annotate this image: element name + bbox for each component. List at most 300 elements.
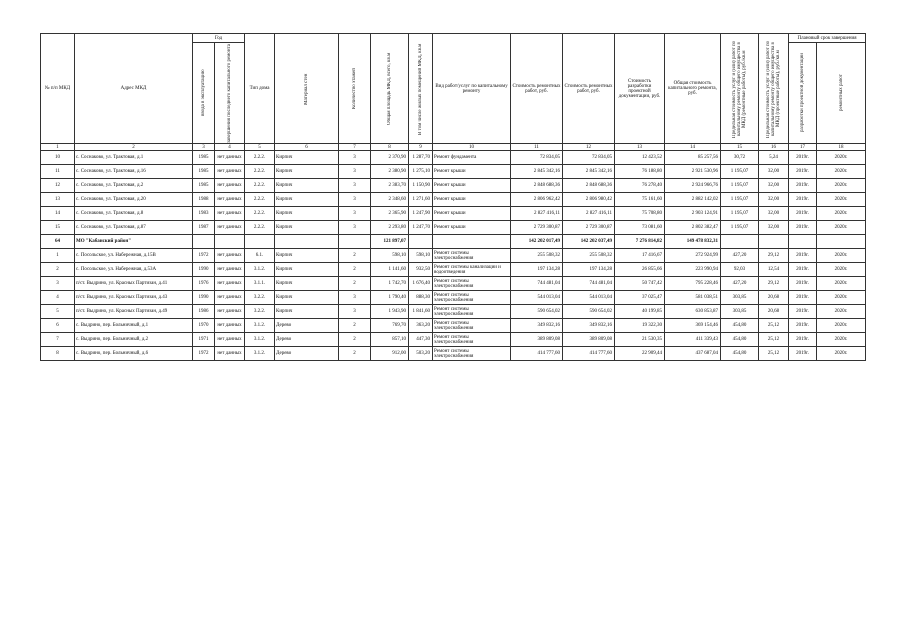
table-cell: 2 845 342,16 [511,165,563,179]
table-cell: 149 478 832,31 [665,235,721,249]
table-cell: 590 654,02 [563,305,615,319]
table-cell: 13 [41,193,75,207]
header-plan-design: разработки проектной документации [789,43,817,144]
table-cell: 912,00 [371,347,409,361]
table-cell: Дерево [275,347,339,361]
table-cell: 3 [339,221,371,235]
table-cell: Кирпич [275,165,339,179]
table-cell: 11 [41,165,75,179]
table-cell: 3 [41,277,75,291]
table-row [41,291,866,305]
table-cell: 2020г. [817,319,866,333]
table-cell: 590 654,02 [511,305,563,319]
table-cell: 2019г. [789,291,817,305]
document-table-area [40,33,866,361]
table-cell: 1987 [193,221,215,235]
header-plan-repair: ремонтных работ [817,43,866,144]
table-cell: 2019г. [789,193,817,207]
table-cell: 6 [41,319,75,333]
table-cell: 2.2.2. [245,165,275,179]
table-cell: Кирпич [275,291,339,305]
table-cell: 1983 [193,207,215,221]
table-cell: 2019г. [789,151,817,165]
column-number: 14 [665,144,721,151]
table-cell: 1 [41,249,75,263]
table-cell: 2 383,70 [371,179,409,193]
table-cell [817,235,866,249]
table-cell: 437 687,04 [665,347,721,361]
table-cell: 2020г. [817,193,866,207]
table-cell: 2020г. [817,305,866,319]
table-cell: 29,12 [759,249,789,263]
table-cell: 2020г. [817,277,866,291]
table-cell: 142 202 017,49 [511,235,563,249]
table-cell: 2 380,90 [371,165,409,179]
table-cell: 50 747,42 [615,277,665,291]
table-cell: 3 [339,179,371,193]
table-cell: 1 195,07 [721,207,759,221]
table-cell: 2 806 962,42 [511,193,563,207]
table-cell: нет данных [215,263,245,277]
table-cell [339,235,371,249]
table-cell: 2 827 416,11 [511,207,563,221]
table-cell: 503,20 [409,347,433,361]
column-number: 12 [563,144,615,151]
table-cell: 1988 [193,193,215,207]
table-cell: 7 [41,333,75,347]
table-cell [275,235,339,249]
table-cell: 2020г. [817,221,866,235]
table-cell: 427,20 [721,277,759,291]
table-cell: 454,80 [721,333,759,347]
table-cell: нет данных [215,347,245,361]
table-cell: 2 729 300,87 [511,221,563,235]
table-cell: 1 195,07 [721,221,759,235]
table-cell: нет данных [215,291,245,305]
table-cell: 932,50 [409,263,433,277]
table-cell: нет данных [215,165,245,179]
table-cell: Кирпич [275,305,339,319]
table-row [41,347,866,361]
table-cell: Ремонт системы электроснабжения [433,291,511,305]
table-cell: 40 199,85 [615,305,665,319]
table-cell: 2 348,60 [371,193,409,207]
table-cell: 12 423,52 [615,151,665,165]
table-cell: 303,85 [721,291,759,305]
table-cell [409,235,433,249]
table-cell: 2020г. [817,291,866,305]
table-cell: 85 257,56 [665,151,721,165]
table-cell: 3 [339,305,371,319]
table-cell: 1985 [193,179,215,193]
table-cell: 12,54 [759,263,789,277]
table-cell: 3.1.2. [245,263,275,277]
table-cell: Ремонт крыши [433,221,511,235]
column-number: 15 [721,144,759,151]
table-cell: 1 195,07 [721,193,759,207]
table-cell: 2020г. [817,151,866,165]
table-cell: Дерево [275,319,339,333]
table-cell: 363,20 [409,319,433,333]
table-row [41,193,866,207]
table-cell: 389 809,08 [563,333,615,347]
table-cell: 2019г. [789,263,817,277]
table-cell: Ремонт крыши [433,193,511,207]
table-cell: 2 845 342,16 [563,165,615,179]
table-cell: Ремонт фундамента [433,151,511,165]
table-cell: 223 990,94 [665,263,721,277]
table-cell: 2.2.2. [245,179,275,193]
table-cell: 2020г. [817,165,866,179]
table-cell: 2.2.2. [245,207,275,221]
header-total-area: Общая площадь МКД, всего, кв.м [371,34,409,144]
table-cell: 1 943,90 [371,305,409,319]
table-row [41,249,866,263]
repair-plan-table [40,33,866,361]
table-row [41,319,866,333]
table-cell: 1971 [193,333,215,347]
column-numbers-row [41,144,866,151]
table-cell: 2020г. [817,179,866,193]
table-cell: с. Соснаково, ул. Трактовая, д.1 [75,151,193,165]
column-number: 17 [789,144,817,151]
table-cell: 2 921 530,96 [665,165,721,179]
table-cell: 15 [41,221,75,235]
table-cell: 2 882 142,02 [665,193,721,207]
table-cell: 76 188,80 [615,165,665,179]
header-number: № п/п МКД [41,34,75,144]
table-cell: 1 275,10 [409,165,433,179]
table-cell: 857,10 [371,333,409,347]
table-cell: 581 038,51 [665,291,721,305]
table-cell: Ремонт крыши [433,165,511,179]
table-cell: 2 903 124,91 [665,207,721,221]
header-repair-cost-1: Стоимость ремонтных работ, руб. [511,34,563,144]
table-cell: 2 [41,263,75,277]
table-cell: 1990 [193,263,215,277]
table-cell [433,235,511,249]
table-cell: 21 530,35 [615,333,665,347]
table-cell: 1 247,70 [409,221,433,235]
table-cell: 32,00 [759,207,789,221]
table-cell: 3.2.2. [245,305,275,319]
table-cell: 2019г. [789,277,817,291]
table-cell: 25,12 [759,347,789,361]
table-cell: 3.1.2. [245,319,275,333]
table-cell: 1 676,40 [409,277,433,291]
table-cell: Кирпич [275,151,339,165]
table-cell: 2 [339,319,371,333]
table-cell: 2.2.2. [245,151,275,165]
table-cell: 32,00 [759,179,789,193]
table-cell: Ремонт системы электроснабжения [433,347,511,361]
column-number: 10 [433,144,511,151]
table-cell: с. Выдрино, пер. Больничный, д.6 [75,347,193,361]
table-cell [759,235,789,249]
table-cell: 1985 [193,151,215,165]
table-cell: с. Посольское, ул. Набережная, д.15В [75,249,193,263]
table-cell: 744 481,04 [511,277,563,291]
table-cell: 76 278,40 [615,179,665,193]
table-cell: 1 841,60 [409,305,433,319]
table-cell: 5 [41,305,75,319]
table-cell: 2020г. [817,263,866,277]
table-cell: 2.2.2. [245,193,275,207]
table-row [41,207,866,221]
table-cell: 255 508,32 [563,249,615,263]
table-cell: 598,10 [371,249,409,263]
table-cell: 3 [339,207,371,221]
table-cell: 2 848 688,36 [511,179,563,193]
table-cell: 454,80 [721,347,759,361]
table-row [41,151,866,165]
table-cell: 1 247,90 [409,207,433,221]
table-cell [193,235,215,249]
table-cell: 32,00 [759,193,789,207]
column-number: 3 [193,144,215,151]
table-cell: нет данных [215,333,245,347]
table-cell: 1 141,60 [371,263,409,277]
table-body [41,151,866,361]
table-cell: нет данных [215,221,245,235]
table-cell: Ремонт системы электроснабжения [433,319,511,333]
table-cell: 3 [339,193,371,207]
table-cell: 544 013,04 [563,291,615,305]
table-cell: нет данных [215,277,245,291]
header-limit-design: Предельная стоимость услуг и (или) работ по капитальному ремонту общего имущества в МКД (проектные работы), руб./кв.м [759,34,789,144]
table-cell: нет данных [215,319,245,333]
header-wall-material: Материал стен [275,34,339,144]
table-cell: 2019г. [789,319,817,333]
table-cell: Ремонт системы электроснабжения [433,277,511,291]
table-cell: 349 832,16 [563,319,615,333]
column-number: 13 [615,144,665,151]
table-cell: 26 855,66 [615,263,665,277]
table-cell: Ремонт крыши [433,179,511,193]
table-cell: 2019г. [789,347,817,361]
table-cell: 121 897,07 [371,235,409,249]
table-cell [215,235,245,249]
table-cell: 414 777,60 [563,347,615,361]
table-cell: 5,24 [759,151,789,165]
column-number: 2 [75,144,193,151]
table-cell: Ремонт системы электроснабжения [433,333,511,347]
header-total-cost: Общая стоимость капитального ремонта, руб. [665,34,721,144]
table-row [41,277,866,291]
header-limit-repair: Предельная стоимость услуг и (или) работ по капитальному ремонту общего имущества в МКД (ремонтные работы), руб./кв.м [721,34,759,144]
table-cell: 10 [41,151,75,165]
table-cell: 389 809,08 [511,333,563,347]
table-cell: 630 853,87 [665,305,721,319]
table-cell: Кирпич [275,249,339,263]
table-cell: 19 322,30 [615,319,665,333]
table-cell: 1 195,07 [721,165,759,179]
table-cell: 2019г. [789,207,817,221]
table-cell: 1985 [193,165,215,179]
table-cell: 2019г. [789,249,817,263]
table-cell: с. Соснаково, ул. Трактовая, д.2 [75,179,193,193]
table-cell: 1 195,07 [721,179,759,193]
table-cell: 2019г. [789,165,817,179]
header-commission-year: ввода в эксплуатацию [193,43,215,144]
table-cell: 3.1.2. [245,347,275,361]
table-cell: 4 [41,291,75,305]
table-cell: п/ст. Выдрино, ул. Красных Партизан, д.49 [75,305,193,319]
table-cell: 25,12 [759,319,789,333]
table-cell: 12 [41,179,75,193]
table-cell: Ремонт системы канализации и водоотведения [433,263,511,277]
table-cell: 2 806 980,42 [563,193,615,207]
table-cell: 2020г. [817,207,866,221]
table-cell: 30,72 [721,151,759,165]
header-house-type: Тип дома [245,34,275,144]
table-row [41,235,866,249]
table-cell: 2020г. [817,347,866,361]
table-cell: 2 729 300,87 [563,221,615,235]
table-cell: нет данных [215,151,245,165]
table-cell: 454,80 [721,319,759,333]
table-cell: 2020г. [817,333,866,347]
table-cell: Дерево [275,333,339,347]
table-cell: 2 [339,333,371,347]
table-cell: 17 416,67 [615,249,665,263]
column-number: 11 [511,144,563,151]
table-cell: Кирпич [275,221,339,235]
table-cell: 2019г. [789,179,817,193]
column-number: 6 [275,144,339,151]
column-number: 7 [339,144,371,151]
table-cell: 72 834,05 [511,151,563,165]
table-cell: 3.1.2. [245,333,275,347]
table-cell: с. Соснаково, ул. Трактовая, д.16 [75,165,193,179]
table-cell: 2 293,80 [371,221,409,235]
table-cell: 744 481,04 [563,277,615,291]
header-floors: Количество этажей [339,34,371,144]
header-work-type: Вид работ/услуг по капитальному ремонту [433,34,511,144]
table-cell [721,235,759,249]
table-row [41,165,866,179]
table-row [41,179,866,193]
table-cell: 72 834,05 [563,151,615,165]
table-cell: 3 [339,165,371,179]
table-cell: Кирпич [275,277,339,291]
table-cell: 64 [41,235,75,249]
table-cell: 92,03 [721,263,759,277]
table-cell: 272 924,99 [665,249,721,263]
table-row [41,221,866,235]
table-cell: п/ст. Выдрино, ул. Красных Партизан, д.43 [75,291,193,305]
table-cell: 6.1. [245,249,275,263]
table-cell: МО "Кабанский район" [75,235,193,249]
table-cell: 1 742,70 [371,277,409,291]
table-cell [789,235,817,249]
table-cell: нет данных [215,193,245,207]
header-design-cost: Стоимость разработки проектной документации, руб. [615,34,665,144]
table-cell: 414 777,60 [511,347,563,361]
table-cell: 1 790,40 [371,291,409,305]
table-cell: 2 827 416,11 [563,207,615,221]
table-cell: нет данных [215,179,245,193]
column-number: 9 [409,144,433,151]
table-cell: с. Соснаково, ул. Трактовая, д.20 [75,193,193,207]
table-row [41,263,866,277]
table-cell: 1 150,90 [409,179,433,193]
table-cell: 888,30 [409,291,433,305]
header-last-repair-year: завершения последнего капитального ремонта [215,43,245,144]
table-cell: 25,12 [759,333,789,347]
table-cell: 1972 [193,347,215,361]
table-cell: 29,12 [759,277,789,291]
table-cell: 32,00 [759,165,789,179]
table-cell: нет данных [215,249,245,263]
table-cell: 32,00 [759,221,789,235]
table-cell: 255 508,32 [511,249,563,263]
table-cell: 197 134,28 [563,263,615,277]
table-cell: 2 [339,277,371,291]
table-cell: 427,20 [721,249,759,263]
table-cell: 142 202 037,49 [563,235,615,249]
table-cell: 1972 [193,249,215,263]
table-cell: с. Выдрино, пер. Больничный, д.1 [75,319,193,333]
table-cell: 598,10 [409,249,433,263]
table-cell: 20,68 [759,291,789,305]
table-cell: 2 924 966,76 [665,179,721,193]
table-cell: с. Посольское, ул. Набережная, д.53А [75,263,193,277]
header-plan-group: Плановый срок завершения [789,34,866,43]
table-cell: Ремонт системы электроснабжения [433,305,511,319]
table-cell: 349 832,16 [511,319,563,333]
table-cell: 2019г. [789,333,817,347]
table-cell: 795 228,46 [665,277,721,291]
header-repair-cost-2: Стоимость ремонтных работ, руб. [563,34,615,144]
table-cell: Кирпич [275,207,339,221]
header-year-group: Год [193,34,245,43]
table-cell: 1986 [193,305,215,319]
table-cell: 2 370,90 [371,151,409,165]
table-cell: 22 909,44 [615,347,665,361]
table-cell: 411 339,43 [665,333,721,347]
table-cell: 3 [339,151,371,165]
table-cell [245,235,275,249]
table-cell: 2.2.2. [245,221,275,235]
table-cell: 3.2.2. [245,291,275,305]
table-cell: 544 013,04 [511,291,563,305]
column-number: 5 [245,144,275,151]
table-cell: 37 025,47 [615,291,665,305]
table-cell: 197 134,28 [511,263,563,277]
table-cell: 2 [339,249,371,263]
table-cell: 303,85 [721,305,759,319]
table-cell: Кирпич [275,263,339,277]
column-number: 18 [817,144,866,151]
table-cell: 2 802 382,47 [665,221,721,235]
table-cell: 2 848 688,36 [563,179,615,193]
table-cell: 369 154,46 [665,319,721,333]
table-cell: 73 081,60 [615,221,665,235]
table-cell: с. Соснаково, ул. Трактовая, д.87 [75,221,193,235]
column-number: 8 [371,144,409,151]
table-cell: 3 [339,291,371,305]
table-cell: 75 161,60 [615,193,665,207]
table-cell: 1970 [193,319,215,333]
header-living-area: В том числе жилых помещений МКД, кв.м [409,34,433,144]
table-cell: 2020г. [817,249,866,263]
table-cell: 1976 [193,277,215,291]
table-cell: Кирпич [275,179,339,193]
header-address: Адрес МКД [75,34,193,144]
table-cell: нет данных [215,305,245,319]
table-cell: 769,70 [371,319,409,333]
